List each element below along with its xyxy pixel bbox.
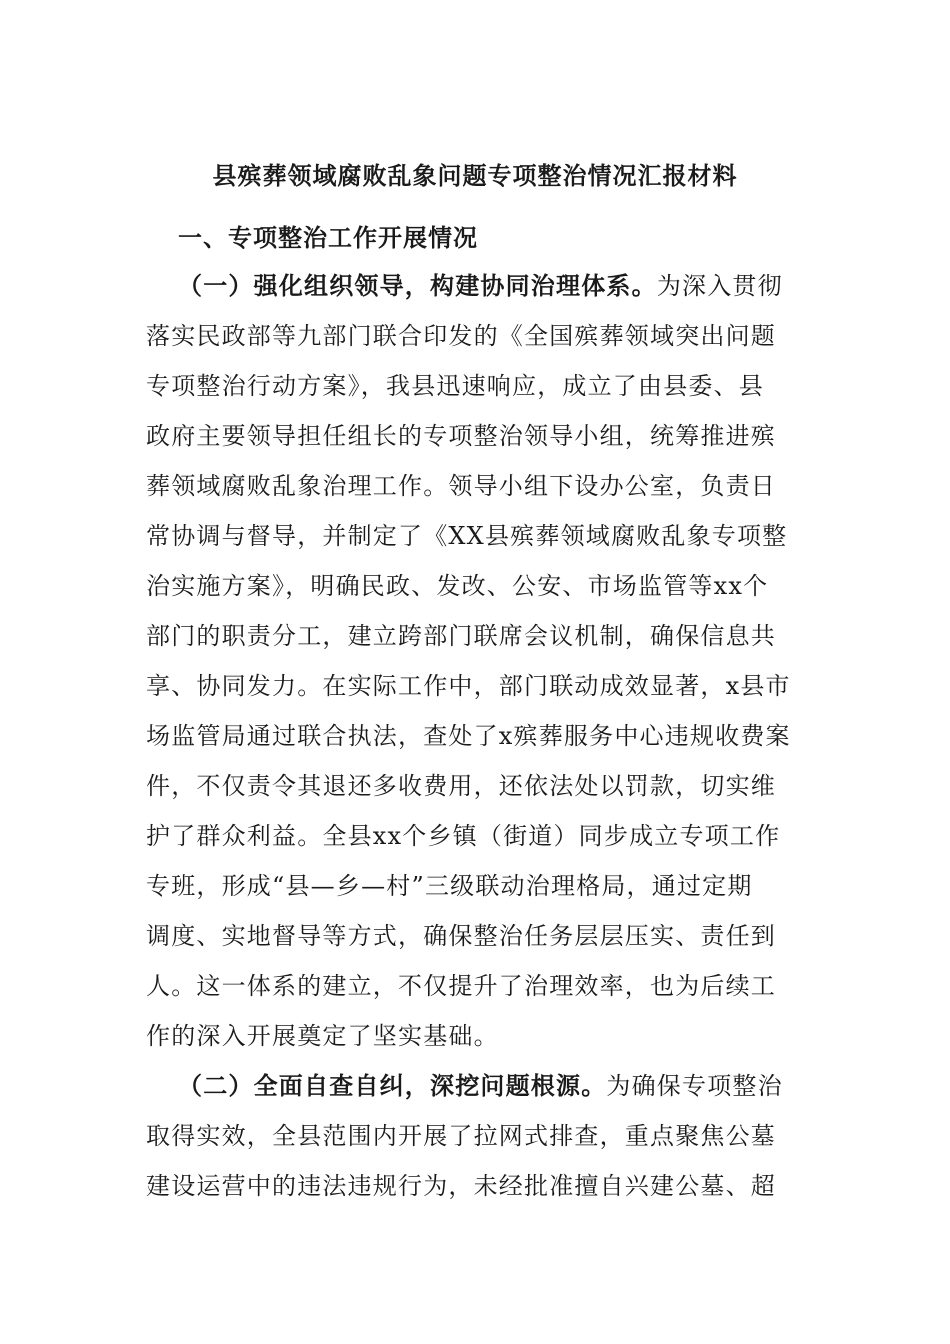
paragraph-lead: （二）全面自查自纠，深挖问题根源。	[178, 1071, 607, 1100]
paragraph-line: 享、协同发力。在实际工作中，部门联动成效显著，x县市	[146, 672, 791, 700]
paragraph-line: 护了群众利益。全县xx个乡镇（街道）同步成立专项工作	[146, 822, 781, 850]
document-title: 县殡葬领域腐败乱象问题专项整治情况汇报材料	[212, 161, 738, 190]
paragraph-line: 治实施方案》，明确民政、发改、公安、市场监管等xx个	[146, 572, 769, 600]
paragraph-line: 落实民政部等九部门联合印发的《全国殡葬领域突出问题	[146, 322, 776, 350]
paragraph-line	[178, 266, 808, 306]
paragraph-text: 为深入贯彻	[656, 272, 783, 300]
paragraph-line: 常协调与督导，并制定了《XX县殡葬领域腐败乱象专项整	[146, 522, 788, 550]
paragraph-line: 专项整治行动方案》，我县迅速响应，成立了由县委、县	[146, 372, 764, 400]
paragraph-line: 件，不仅责令其退还多收费用，还依法处以罚款，切实维	[146, 772, 776, 800]
paragraph-line	[178, 1066, 808, 1106]
paragraph-line: 场监管局通过联合执法，查处了x殡葬服务中心违规收费案	[146, 722, 791, 750]
paragraph-line: 建设运营中的违法违规行为，未经批准擅自兴建公墓、超	[146, 1172, 776, 1200]
paragraph-line: 政府主要领导担任组长的专项整治领导小组，统筹推进殡	[146, 422, 776, 450]
paragraph-line: 作的深入开展奠定了坚实基础。	[146, 1022, 499, 1050]
paragraph-line: 人。这一体系的建立，不仅提升了治理效率，也为后续工	[146, 972, 776, 1000]
paragraph-line: 取得实效，全县范围内开展了拉网式排查，重点聚焦公墓	[146, 1122, 776, 1150]
paragraph-line: 专班，形成“县—乡—村”三级联动治理格局，通过定期	[146, 872, 753, 900]
section-heading: 一、专项整治工作开展情况	[178, 223, 478, 252]
paragraph-text: 为确保专项整治	[606, 1072, 783, 1100]
paragraph-lead: （一）强化组织领导，构建协同治理体系。	[178, 271, 657, 300]
paragraph-line: 部门的职责分工，建立跨部门联席会议机制，确保信息共	[146, 622, 776, 650]
paragraph-line: 葬领域腐败乱象治理工作。领导小组下设办公室，负责日	[146, 472, 776, 500]
paragraph-line: 调度、实地督导等方式，确保整治任务层层压实、责任到	[146, 922, 776, 950]
